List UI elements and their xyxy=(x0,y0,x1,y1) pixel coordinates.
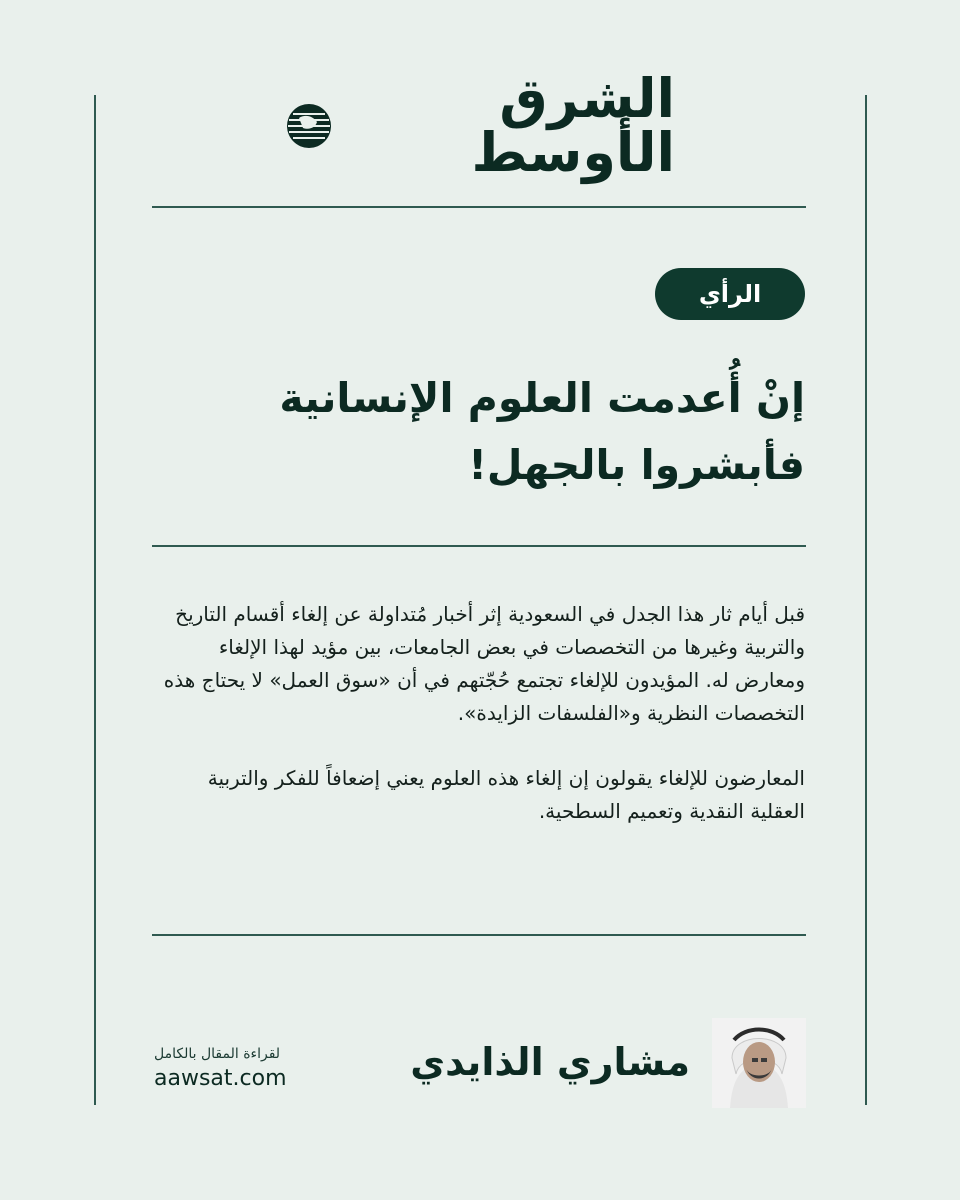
author-name: مشاري الذايدي xyxy=(410,1040,690,1084)
article-excerpt xyxy=(151,598,805,860)
publication-logo xyxy=(285,67,675,184)
logo-text: الشرق الأوسط xyxy=(471,67,675,184)
divider-top xyxy=(152,206,806,208)
paragraph-2: المعارضون للإلغاء يقولون إن إلغاء هذه العلوم يعني إضعافاً للفكر والتربية العقلية النقدية وتعميم السطحية. xyxy=(207,766,805,823)
section-badge: الرأي xyxy=(655,268,805,320)
right-border-line xyxy=(865,95,867,1105)
divider-after-title xyxy=(152,545,806,547)
read-full-label: لقراءة المقال بالكامل xyxy=(154,1046,281,1062)
paragraph-1: قبل أيام ثار هذا الجدل في السعودية إثر أخبار مُتداولة عن إلغاء أقسام التاريخ والتربية وغيرها من التخصصات في بعض الجامعات، بين مؤيد لهذا الإلغاء ومعارض له. المؤيدون للإلغاء تجتمع حُجّتهم في أن «سوق العمل» لا يحتاج هذه التخصصات النظرية و«الفلسفات الزايدة». xyxy=(163,602,805,725)
article-title: إنْ أُعدمت العلوم الإنسانية فأبشروا بالجهل! xyxy=(279,374,805,489)
globe-icon xyxy=(285,102,333,150)
site-link[interactable]: aawsat.com xyxy=(154,1066,287,1091)
author-photo xyxy=(712,1018,806,1108)
divider-bottom xyxy=(152,934,806,936)
left-border-line xyxy=(94,95,96,1105)
author-portrait-image xyxy=(712,1018,806,1108)
